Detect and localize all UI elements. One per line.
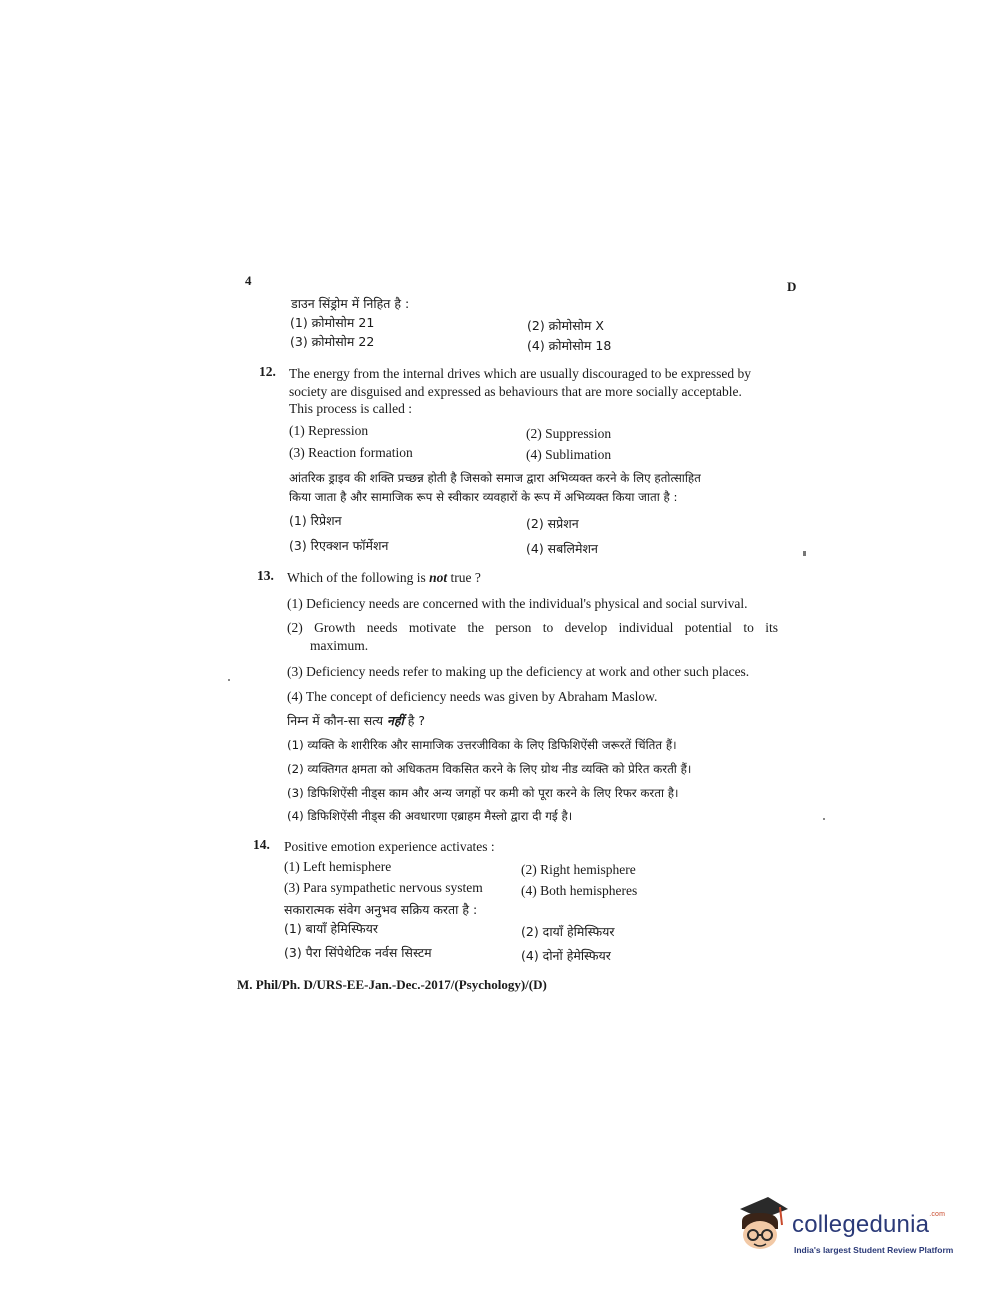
q12-stem-line-3: This process is called : <box>289 401 412 416</box>
q11-option-2: (2) क्रोमोसोम X <box>527 318 604 333</box>
q14-option-3: (3) Para sympathetic nervous system <box>284 880 483 895</box>
q14-stem-hindi: सकारात्मक संवेग अनुभव सक्रिय करता है : <box>284 902 478 917</box>
q14-hindi-option-2: (2) दायाँ हेमिस्फियर <box>521 924 615 939</box>
q13-hindi-option-1: (1) व्यक्ति के शारीरिक और सामाजिक उत्तरजीविका के लिए डिफिशिऐंसी जरूरतें चिंतित हैं। <box>287 738 677 752</box>
q14-hindi-option-4: (4) दोनों हेमेस्फियर <box>521 948 611 963</box>
q12-option-3: (3) Reaction formation <box>289 445 413 460</box>
q13-hindi-option-3: (3) डिफिशिऐंसी नीड्स काम और अन्य जगहों पर कमी को पूरा करने के लिए रिफर करता है। <box>287 786 679 800</box>
q14-hindi-option-1: (1) बायाँ हेमिस्फियर <box>284 921 378 936</box>
q12-hindi-option-2: (2) सप्रेशन <box>526 516 579 531</box>
q12-hindi-option-3: (3) रिएक्शन फॉर्मेशन <box>289 538 389 553</box>
q11-stem-hindi: डाउन सिंड्रोम में निहित है : <box>291 296 410 311</box>
q14-option-4: (4) Both hemispheres <box>521 883 638 898</box>
q12-stem-line-1: The energy from the internal drives which are usually discouraged to be expressed by <box>289 366 751 381</box>
q14-stem: Positive emotion experience activates : <box>284 839 495 854</box>
q14-hindi-option-3: (3) पैरा सिंपेथेटिक नर्वस सिस्टम <box>284 945 432 960</box>
q12-hindi-option-1: (1) रिप्रेशन <box>289 513 342 528</box>
q12-number: 12. <box>259 364 276 379</box>
q12-option-2: (2) Suppression <box>526 426 612 441</box>
q13-option-4: (4) The concept of deficiency needs was given by Abraham Maslow. <box>287 689 658 704</box>
q14-option-1: (1) Left hemisphere <box>284 859 392 874</box>
logo-wordmark: collegedunia$^{.com}$ <box>792 1211 946 1238</box>
q11-option-1: (1) क्रोमोसोम 21 <box>290 315 375 330</box>
booklet-series: D <box>787 279 797 294</box>
q13-option-2-cont: maximum. <box>310 638 369 653</box>
q12-hindi-option-4: (4) सबलिमेशन <box>526 541 598 556</box>
q13-stem-hindi: निम्न में कौन-सा सत्य नहीं है ? <box>287 713 426 728</box>
scan-mark <box>228 679 230 681</box>
mascot-icon <box>734 1195 790 1257</box>
q13-number: 13. <box>257 568 274 583</box>
logo-tagline: India's largest Student Review Platform <box>794 1245 954 1255</box>
q14-number: 14. <box>253 837 270 852</box>
page-number: 4 <box>245 273 252 288</box>
q11-option-4: (4) क्रोमोसोम 18 <box>527 338 612 353</box>
q13-option-1: (1) Deficiency needs are concerned with the individual's physical and social survival. <box>287 596 748 611</box>
q11-option-3: (3) क्रोमोसोम 22 <box>290 334 375 349</box>
q13-hindi-option-4: (4) डिफिशिऐंसी नीड्स की अवधारणा एब्राहम मैस्लो द्वारा दी गई है। <box>287 809 573 823</box>
q14-option-2: (2) Right hemisphere <box>521 862 636 877</box>
q12-stem-line-2: society are disguised and expressed as behaviours that are more socially acceptable. <box>289 384 742 399</box>
paper-code-footer: M. Phil/Ph. D/URS-EE-Jan.-Dec.-2017/(Psychology)/(D) <box>237 977 547 992</box>
q13-option-2: (2) Growth needs motivate the person to develop individual potential to its <box>287 620 779 635</box>
q12-option-4: (4) Sublimation <box>526 447 612 462</box>
q12-stem-hindi-line-1: आंतरिक ड्राइव की शक्ति प्रच्छन्न होती है जिसको समाज द्वारा अभिव्यक्त करने के लिए हतोत्साहित <box>289 471 701 485</box>
collegedunia-logo <box>734 1195 964 1265</box>
q12-stem-hindi-line-2: किया जाता है और सामाजिक रूप से स्वीकार व्यवहारों के रूप में अभिव्यक्त किया जाता है : <box>289 490 678 504</box>
scan-mark <box>803 551 806 556</box>
q12-option-1: (1) Repression <box>289 423 369 438</box>
scan-mark <box>823 818 825 820</box>
q13-stem: Which of the following is not true ? <box>287 570 481 585</box>
q13-option-3: (3) Deficiency needs refer to making up the deficiency at work and other such places. <box>287 664 750 679</box>
q13-hindi-option-2: (2) व्यक्तिगत क्षमता को अधिकतम विकसित करने के लिए ग्रोथ नीड व्यक्ति को प्रेरित करती हैं। <box>287 762 692 776</box>
